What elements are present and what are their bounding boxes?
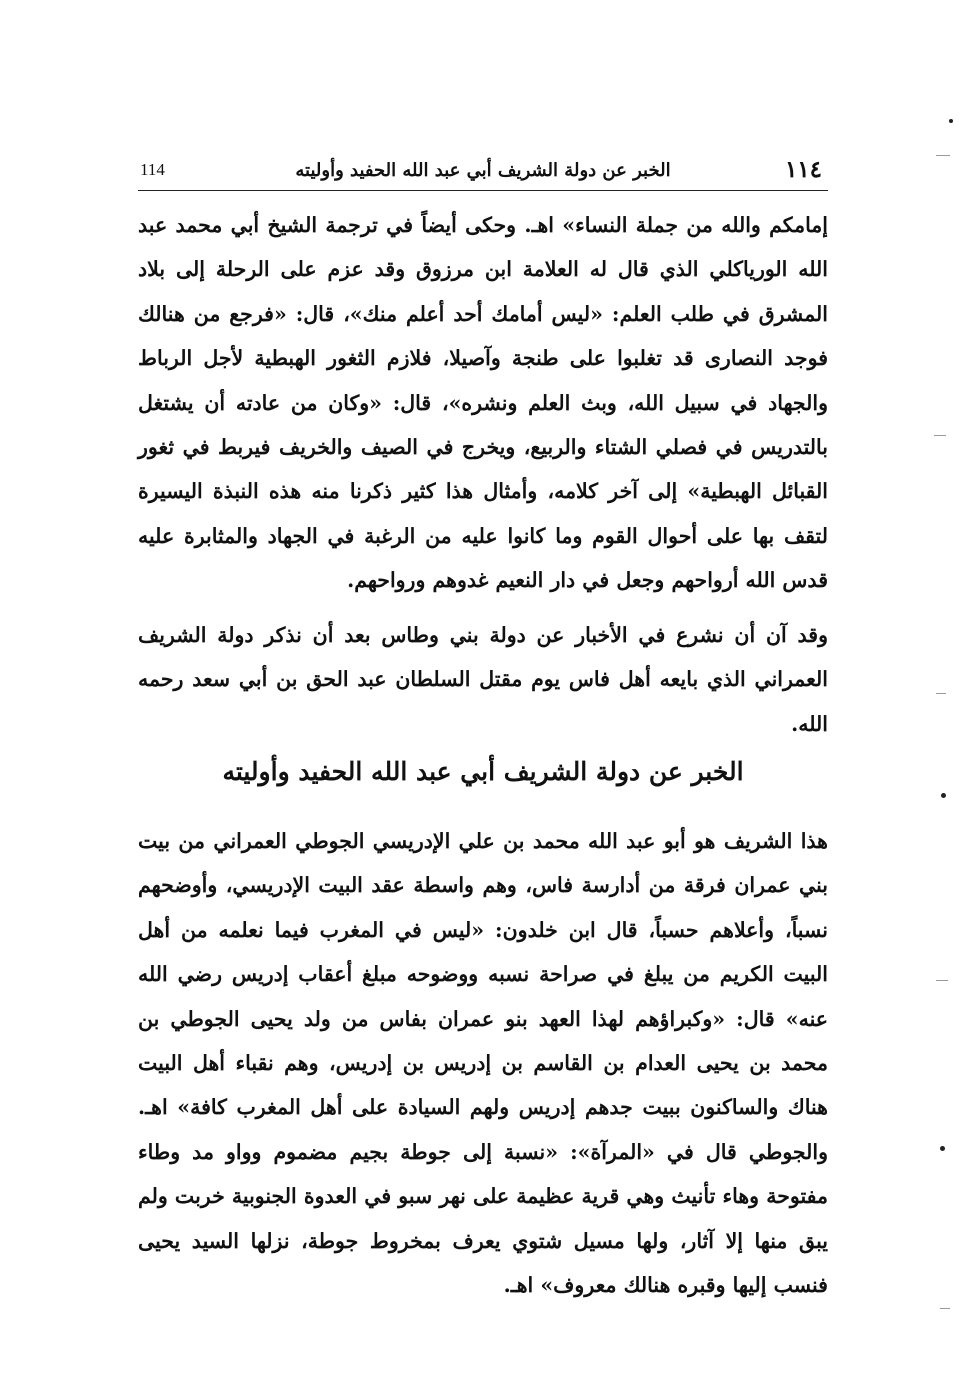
paragraph-2 bbox=[138, 613, 828, 746]
scan-line bbox=[936, 155, 950, 156]
paragraph-3 bbox=[138, 819, 828, 1307]
paragraph-text: هذا الشريف هو أبو عبد الله محمد بن علي الإدريسي الجوطي العمراني من بيت بني عمران فرقة من أدارسة فاس، وهم واسطة عقد البيت الإدريسي، وأوضحهم نسباً، وأعلاهم حسباً، قال ابن خلدون: «ليس في المغرب فيما نعلمه من أهل البيت الكريم من يبلغ في صراحة نسبه ووضوحه مبلغ أعقاب إدريس رضي الله عنه» قال: «وكبراؤهم لهذا العهد بنو عمران بفاس من ولد يحيى الجوطي بن محمد بن يحيى العدام بن القاسم بن إدريس بن إدريس، وهم نقباء أهل البيت هناك والساكنون ببيت جدهم إدريس ولهم السيادة على أهل المغرب كافة» اهـ. والجوطي قال في «المرآة»: «نسبة إلى جوطة بجيم مضموم وواو مد وطاء مفتوحة وهاء تأنيث وهي قرية عظيمة على نهر سبو في العدوة الجنوبية خربت ولم يبق منها إلا آثار، ولها مسيل شتوي يعرف بمخروط جوطة، نزلها السيد يحيى فنسب إليها وقبره هنالك معروف» اهـ. bbox=[138, 829, 828, 1298]
page-number-latin: 114 bbox=[140, 160, 165, 179]
scan-line bbox=[936, 693, 946, 694]
header-rule bbox=[138, 190, 828, 191]
section-heading: الخبر عن دولة الشريف أبي عبد الله الحفيد وأوليته bbox=[222, 757, 744, 786]
scan-speck bbox=[949, 119, 953, 123]
scan-speck bbox=[940, 1146, 945, 1151]
paragraph-1 bbox=[138, 203, 828, 603]
page-header bbox=[138, 154, 828, 188]
paragraph-text: إمامكم والله من جملة النساء» اهـ. وحكى أيضاً في ترجمة الشيخ أبي محمد عبد الله الورياكلي الذي قال له العلامة ابن مرزوق وقد عزم على الرحلة إلى بلاد المشرق في طلب العلم: «ليس أمامك أحد أعلم منك»، قال: «فرجع من هنالك فوجد النصارى قد تغلبوا على طنجة وآصيلا، فلازم الثغور الهبطية لأجل الرباط والجهاد في سبيل الله، وبث العلم ونشره»، قال: «وكان من عادته أن يشتغل بالتدريس في فصلي الشتاء والربيع، ويخرج في الصيف والخريف فيربط في ثغور القبائل الهبطية» إلى آخر كلامه، وأمثال هذا كثير ذكرنا منه هذه النبذة اليسيرة لتقف بها على أحوال القوم وما كانوا عليه من الرغبة في الجهاد والمثابرة عليه قدس الله أرواحهم وجعل في دار النعيم غدوهم ورواحهم. bbox=[138, 213, 828, 593]
scan-line bbox=[940, 1308, 950, 1309]
running-title: الخبر عن دولة الشريف أبي عبد الله الحفيد وأوليته bbox=[295, 160, 671, 181]
paragraph-text: وقد آن أن نشرع في الأخبار عن دولة بني وطاس بعد أن نذكر دولة الشريف العمراني الذي بايعه أهل فاس يوم مقتل السلطان عبد الحق بن أبي سعد رحمه الله. bbox=[138, 623, 828, 736]
scan-speck bbox=[941, 793, 946, 798]
scan-line bbox=[934, 435, 946, 436]
page-number-arabic: ١١٤ bbox=[784, 156, 822, 183]
scan-line bbox=[936, 980, 948, 981]
